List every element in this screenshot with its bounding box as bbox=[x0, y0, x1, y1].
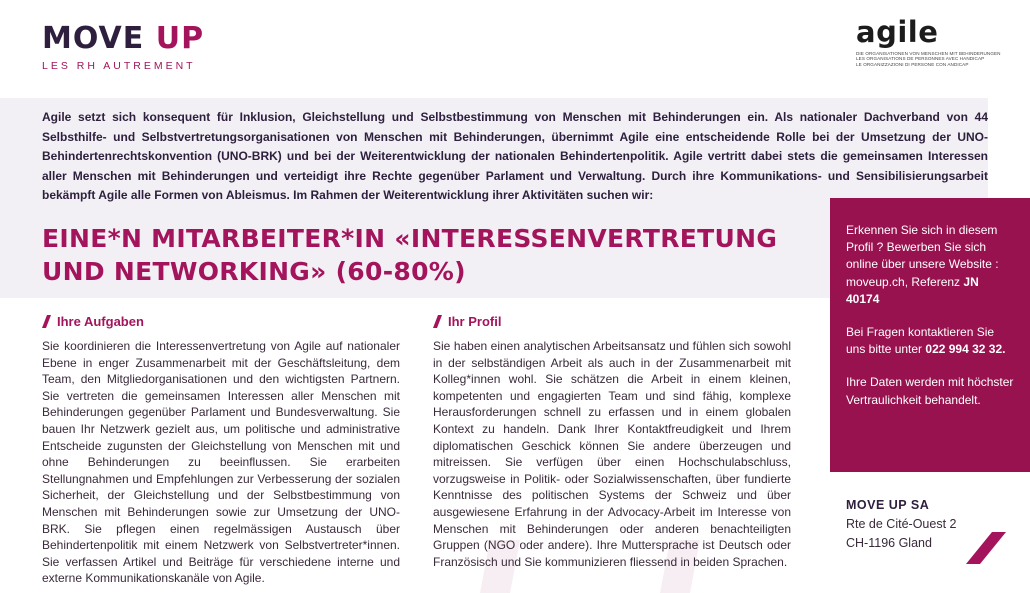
agile-subline-de: DIE ORGANISATIONEN VON MENSCHEN MIT BEHINDERUNGEN bbox=[856, 51, 1001, 56]
apply-paragraph bbox=[846, 222, 1014, 308]
tasks-heading bbox=[42, 312, 400, 330]
profile-heading-label: Ihr Profil bbox=[448, 313, 502, 329]
contact-text: Bei Fragen kontaktieren Sie uns bitte unter bbox=[846, 325, 995, 357]
profile-section bbox=[433, 312, 791, 570]
agile-wordmark: agile bbox=[856, 15, 939, 49]
agile-logo bbox=[856, 15, 1016, 67]
agile-subline-it: LE ORGANIZZAZIONI DI PERSONE CON ANDICAP bbox=[856, 61, 969, 67]
logo-up-text: UP bbox=[155, 21, 205, 56]
tasks-section bbox=[42, 312, 400, 587]
job-title-line-1: EINE*N MITARBEITER*IN «INTERESSENVERTRETUNG bbox=[42, 224, 778, 253]
slash-icon bbox=[42, 315, 51, 328]
application-sidebar bbox=[830, 198, 1030, 472]
company-address bbox=[846, 496, 956, 553]
job-title bbox=[42, 222, 802, 288]
profile-heading bbox=[433, 312, 791, 330]
apply-text: Erkennen Sie sich in diesem Profil ? Bewerben Sie sich online über unsere Website : moveup.ch, Referenz bbox=[846, 223, 999, 289]
job-title-line-2: UND NETWORKING» (60-80%) bbox=[42, 257, 466, 286]
tasks-body: Sie koordinieren die Interessenvertretung von Agile auf nationaler Ebene in enger Zusammenarbeit mit der Geschäftsleitung, dem Team, den Mitgliedorganisationen und den wichtigsten Partnern. Sie vertreten die gemeinsamen Interessen aller Menschen mit Behinderungen gegenüber Parlament und Bundesverwaltung. Sie bauen Ihr Netzwerk gezielt aus, um politische und administrative Entscheide zugunsten der Gleichstellung von Menschen mit und ohne Behinderungen zu beeinflussen. Sie erarbeiten Stellungnahmen und Empfehlungen zur Verbesserung der sozialen Sicherheit, der Gleichstellung und der Selbstbestimmung von Menschen mit Behinderungen sowie zur Umsetzung der UNO-BRK. Sie pflegen einen regelmässigen Austausch über Behindertenpolitik mit einem Netzwerk von Selbstvertreter*innen. Sie verfassen Artikel und Beiträge für verschiedene interne und externe Kommunikationskanäle von Agile. bbox=[42, 339, 400, 586]
tasks-heading-label: Ihre Aufgaben bbox=[57, 313, 144, 329]
privacy-paragraph: Ihre Daten werden mit höchster Vertraulichkeit behandelt. bbox=[846, 375, 1014, 407]
agile-subline bbox=[856, 51, 1016, 67]
logo-move-text: MOVE bbox=[42, 21, 156, 56]
company-name: MOVE UP SA bbox=[846, 498, 930, 512]
company-city: CH-1196 Gland bbox=[846, 536, 932, 550]
contact-period: . bbox=[1002, 342, 1006, 357]
logo-tagline: LES RH AUTREMENT bbox=[42, 60, 196, 72]
phone-number[interactable]: 022 994 32 32 bbox=[925, 342, 1003, 357]
accent-slash-icon bbox=[966, 532, 1006, 564]
reference-number: JN 40174 bbox=[846, 274, 979, 306]
agile-subline-fr: LES ORGANISATIONS DE PERSONNES AVEC HANDICAP bbox=[856, 56, 985, 62]
contact-paragraph bbox=[846, 324, 1014, 358]
moveup-logo bbox=[42, 21, 205, 72]
company-street: Rte de Cité-Ouest 2 bbox=[846, 517, 957, 531]
intro-paragraph: Agile setzt sich konsequent für Inklusion, Gleichstellung und Selbstbestimmung von Menschen mit Behinderungen ein. Als nationaler Dachverband von 44 Selbsthilfe- und Selbstvertretungsorganisationen von Menschen mit Behinderungen, übernimmt Agile eine entscheidende Rolle bei der Umsetzung der UNO-Behindertenrechtskonvention (UNO-BRK) und bei der Weiterentwicklung der nationalen Behindertenpolitik. Agile vertritt dabei stets die gemeinsamen Interessen aller Menschen mit Behinderungen und verteidigt ihre Rechte gegenüber Parlament und Verwaltung. Durch ihre Kommunikations- und Sensibilisierungsarbeit bekämpft Agile alle Formen von Ableismus. Im Rahmen der Weiterentwicklung ihrer Aktivitäten suchen wir: bbox=[42, 110, 988, 202]
profile-body: Sie haben einen analytischen Arbeitsansatz und fühlen sich sowohl in der selbständigen Arbeit als auch in der Zusammenarbeit mit Kolleg*innen wohl. Sie schätzen die Arbeit in einem kleinen, kompetenten und engagierten Team und sind fähig, komplexe Herausforderungen schnell zu erfassen und in einem globalen Kontext zu handeln. Dank Ihrer Kontaktfreudigkeit und Ihrem diplomatischen Geschick können Sie andere überzeugen und mitreissen. Sie verfügen über einen Hochschulabschluss, vorzugsweise in Politik- oder Sozialwissenschaften, über fundierte Kenntnisse des politischen Systems der Schweiz und über ausgewiesene Erfahrung in der Advocacy-Arbeit im Interesse von Menschen mit Behinderungen oder anderen benachteiligten Gruppen (NGO oder andere). Ihre Muttersprache ist Deutsch oder Französisch und Sie kommunizieren fliessend in beiden Sprachen. bbox=[433, 339, 791, 569]
slash-icon bbox=[433, 315, 442, 328]
